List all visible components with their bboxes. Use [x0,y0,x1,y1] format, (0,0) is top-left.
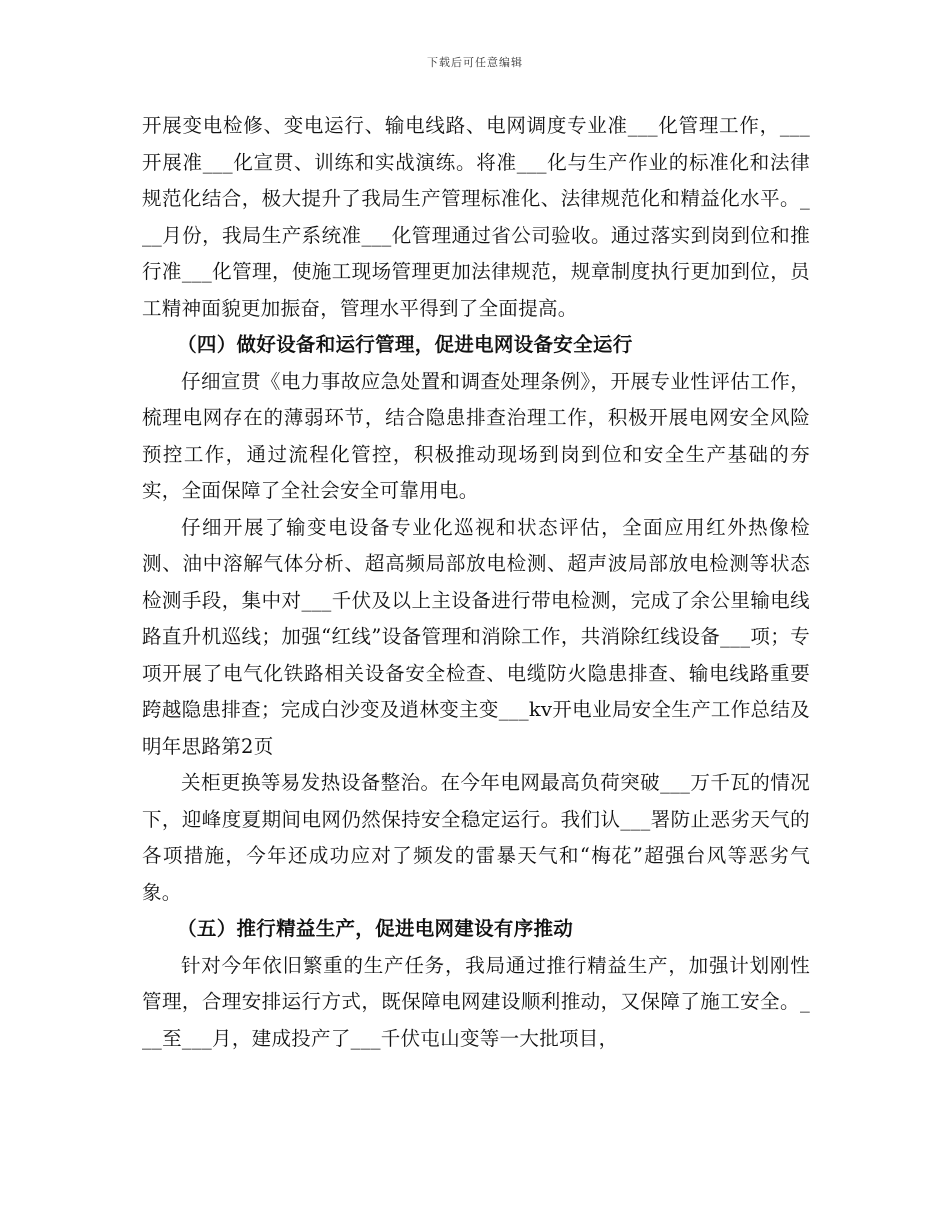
paragraph-lean-production: 针对今年依旧繁重的生产任务，我局通过推行精益生产，加强计划刚性管理，合理安排运行方式，既保障电网建设顺利推动，又保障了施工安全。___至___月，建成投产了___千伏屯山变等一大批项目， [142,953,810,1050]
document-body [142,108,810,1057]
section-heading-5: （五）推行精益生产，促进电网建设有序推动 [177,917,574,940]
paragraph-intro: 开展变电检修、变电运行、输电线路、电网调度专业准___化管理工作，___开展准___化宣贯、训练和实战演练。将准___化与生产作业的标准化和法律规范化结合，极大提升了我局生产管理标准化、法律规范化和精益化水平。___月份，我局生产系统准___化管理通过省公司验收。通过落实到岗到位和推行准___化管理，使施工现场管理更加法律规范，规章制度执行更加到位，员工精神面貌更加振奋，管理水平得到了全面提高。 [142,114,810,320]
paragraph-inspection: 仔细开展了输变电设备专业化巡视和状态评估，全面应用红外热像检测、油中溶解气体分析、超高频局部放电检测、超声波局部放电检测等状态检测手段，集中对___千伏及以上主设备进行带电检测，完成了余公里输电线路直升机巡线；加强“红线”设备管理和消除工作，共消除红线设备___项；专项开展了电气化铁路相关设备安全检查、电缆防火隐患排查、输电线路重要跨越隐患排查；完成白沙变及逍林变主变___kv开电业局安全生产工作总结及明年思路第2页 [142,515,810,758]
section-heading-4: （四）做好设备和运行管理，促进电网设备安全运行 [177,333,633,356]
paragraph-summer-peak: 关柜更换等易发热设备整治。在今年电网最高负荷突破___万千瓦的情况下，迎峰度夏期间电网仍然保持安全稳定运行。我们认___署防止恶劣天气的各项措施，今年还成功应对了频发的雷暴天气和“梅花”超强台风等恶劣气象。 [142,771,810,904]
page-header: 下载后可任意编辑 [427,56,523,69]
paragraph-regulations: 仔细宣贯《电力事故应急处置和调查处理条例》，开展专业性评估工作，梳理电网存在的薄弱环节，结合隐患排查治理工作，积极开展电网安全风险预控工作，通过流程化管控，积极推动现场到岗到位和安全生产基础的夯实，全面保障了全社会安全可靠用电。 [142,369,810,502]
